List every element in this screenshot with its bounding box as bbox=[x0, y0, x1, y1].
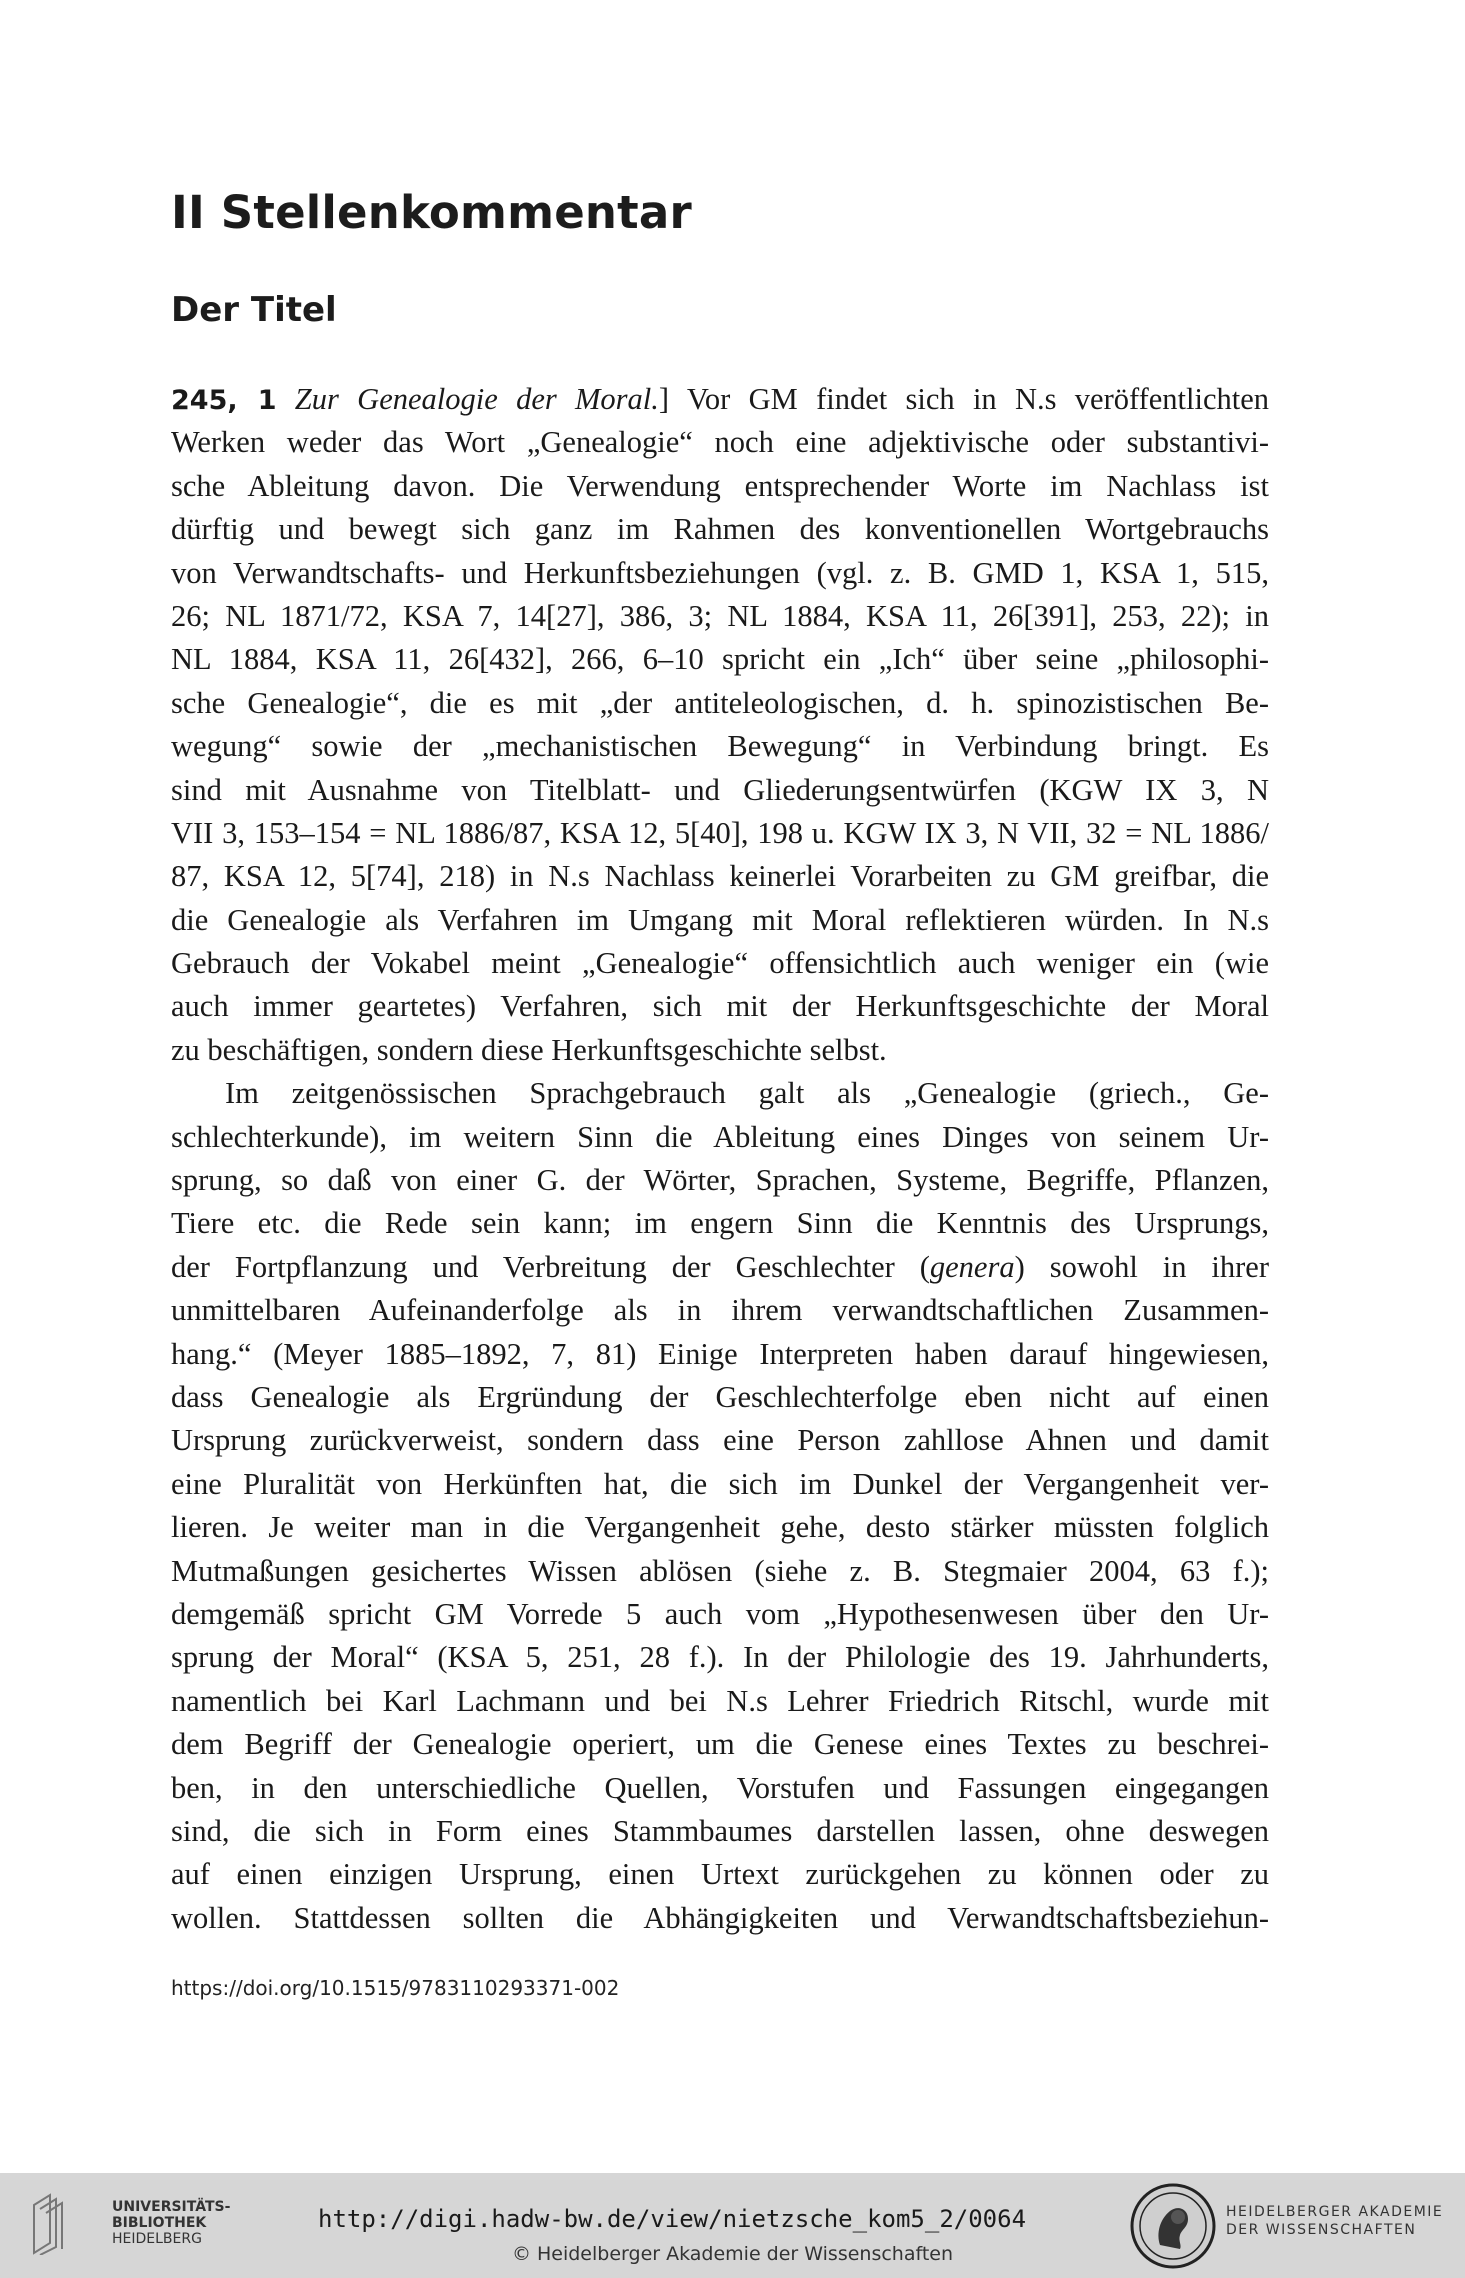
text-line: die Genealogie als Verfahren im Umgang mit Moral reflektieren würden. In N.s bbox=[171, 902, 1269, 937]
text-line: Tiere etc. die Rede sein kann; im engern Sinn die Kenntnis des Ursprungs, bbox=[171, 1206, 1269, 1241]
text-line: sche Ableitung davon. Die Verwendung entsprechender Worte im Nachlass ist bbox=[171, 468, 1269, 503]
chapter-title: II Stellenkommentar bbox=[171, 186, 692, 239]
text-line: namentlich bei Karl Lachmann und bei N.s Lehrer Friedrich Ritschl, wurde mit bbox=[171, 1683, 1269, 1718]
text-line: Ursprung zurückverweist, sondern dass eine Person zahllose Ahnen und damit bbox=[171, 1423, 1269, 1458]
text-line: von Verwandtschafts- und Herkunftsbeziehungen (vgl. z. B. GMD 1, KSA 1, 515, bbox=[171, 555, 1269, 590]
text-line: eine Pluralität von Herkünften hat, die sich im Dunkel der Vergangenheit ver- bbox=[171, 1466, 1269, 1501]
text-line: wollen. Stattdessen sollten die Abhängigkeiten und Verwandtschaftsbeziehun- bbox=[171, 1900, 1269, 1935]
text-line: dem Begriff der Genealogie operiert, um die Genese eines Textes zu beschrei- bbox=[171, 1727, 1269, 1762]
text-line: sche Genealogie“, die es mit „der antiteleologischen, d. h. spinozistischen Be- bbox=[171, 685, 1269, 720]
text-line: hang.“ (Meyer 1885–1892, 7, 81) Einige Interpreten haben darauf hingewiesen, bbox=[171, 1336, 1269, 1371]
text-line: ben, in den unterschiedliche Quellen, Vorstufen und Fassungen eingegangen bbox=[171, 1770, 1269, 1805]
text-line: demgemäß spricht GM Vorrede 5 auch vom „Hypothesenwesen über den Ur- bbox=[171, 1596, 1269, 1631]
academy-name: HEIDELBERGER AKADEMIE DER WISSENSCHAFTEN bbox=[1226, 2204, 1444, 2238]
text-line: Mutmaßungen gesichertes Wissen ablösen (siehe z. B. Stegmaier 2004, 63 f.); bbox=[171, 1553, 1269, 1588]
text-line: Werken weder das Wort „Genealogie“ noch eine adjektivische oder substantivi- bbox=[171, 425, 1269, 460]
text-line: sprung der Moral“ (KSA 5, 251, 28 f.). In der Philologie des 19. Jahrhunderts, bbox=[171, 1640, 1269, 1675]
text-line: Gebrauch der Vokabel meint „Genealogie“ offensichtlich auch weniger ein (wie bbox=[171, 946, 1269, 981]
academy-seal-icon bbox=[1130, 2183, 1216, 2269]
text-line: sprung, so daß von einer G. der Wörter, Sprachen, Systeme, Begriffe, Pflanzen, bbox=[171, 1163, 1269, 1198]
text-line: schlechterkunde), im weitern Sinn die Ableitung eines Dinges von seinem Ur- bbox=[171, 1119, 1269, 1154]
reference-lemma: Zur Genealogie der Moral. bbox=[294, 382, 659, 416]
text-line: NL 1884, KSA 11, 26[432], 266, 6–10 spricht ein „Ich“ über seine „philosophi- bbox=[171, 642, 1269, 677]
commentary-text bbox=[171, 378, 1269, 1940]
text-line: dass Genealogie als Ergründung der Geschlechterfolge eben nicht auf einen bbox=[171, 1379, 1269, 1414]
text-line: auf einen einzigen Ursprung, einen Urtext zurückgehen zu können oder zu bbox=[171, 1857, 1269, 1892]
text-line: unmittelbaren Aufeinanderfolge als in ihrem verwandtschaftlichen Zusammen- bbox=[171, 1293, 1269, 1328]
section-title: Der Titel bbox=[171, 290, 337, 330]
footer-bar bbox=[0, 2173, 1465, 2278]
italic-term: genera bbox=[929, 1249, 1015, 1284]
university-library-name: UNIVERSITÄTS- BIBLIOTHEK HEIDELBERG bbox=[112, 2199, 231, 2247]
text-line: sind, die sich in Form eines Stammbaumes darstellen lassen, ohne deswegen bbox=[171, 1813, 1269, 1848]
text-line: auch immer geartetes) Verfahren, sich mit der Herkunftsgeschichte der Moral bbox=[171, 989, 1269, 1024]
text-line: lieren. Je weiter man in die Vergangenheit gehe, desto stärker müssten folglich bbox=[171, 1510, 1269, 1545]
text-line: 245, 1 Zur Genealogie der Moral.] Vor GM findet sich in N.s veröffentlichten bbox=[171, 382, 1269, 416]
copyright-notice: © Heidelberger Akademie der Wissenschaften bbox=[511, 2243, 954, 2265]
source-url[interactable]: http://digi.hadw-bw.de/view/nietzsche_kom5_2/0064 bbox=[318, 2205, 1027, 2233]
text-line: sind mit Ausnahme von Titelblatt- und Gliederungsentwürfen (KGW IX 3, N bbox=[171, 772, 1269, 807]
doi-link[interactable]: https://doi.org/10.1515/9783110293371-002 bbox=[171, 1976, 620, 2000]
text-line: Im zeitgenössischen Sprachgebrauch galt als „Genealogie (griech., Ge- bbox=[225, 1076, 1269, 1111]
text-line: dürftig und bewegt sich ganz im Rahmen des konventionellen Wortgebrauchs bbox=[171, 512, 1269, 547]
text-line: zu beschäftigen, sondern diese Herkunftsgeschichte selbst. bbox=[171, 1032, 887, 1067]
reference-number: 245, 1 bbox=[171, 385, 277, 416]
text-line: 87, KSA 12, 5[74], 218) in N.s Nachlass keinerlei Vorarbeiten zu GM greifbar, die bbox=[171, 859, 1269, 894]
text-line: VII 3, 153–154 = NL 1886/87, KSA 12, 5[40], 198 u. KGW IX 3, N VII, 32 = NL 1886/ bbox=[171, 815, 1269, 850]
text-line: wegung“ sowie der „mechanistischen Bewegung“ in Verbindung bringt. Es bbox=[171, 729, 1269, 764]
text-line: 26; NL 1871/72, KSA 7, 14[27], 386, 3; NL 1884, KSA 11, 26[391], 253, 22); in bbox=[171, 598, 1269, 633]
text-line: der Fortpflanzung und Verbreitung der Geschlechter (genera) sowohl in ihrer bbox=[171, 1249, 1269, 1284]
